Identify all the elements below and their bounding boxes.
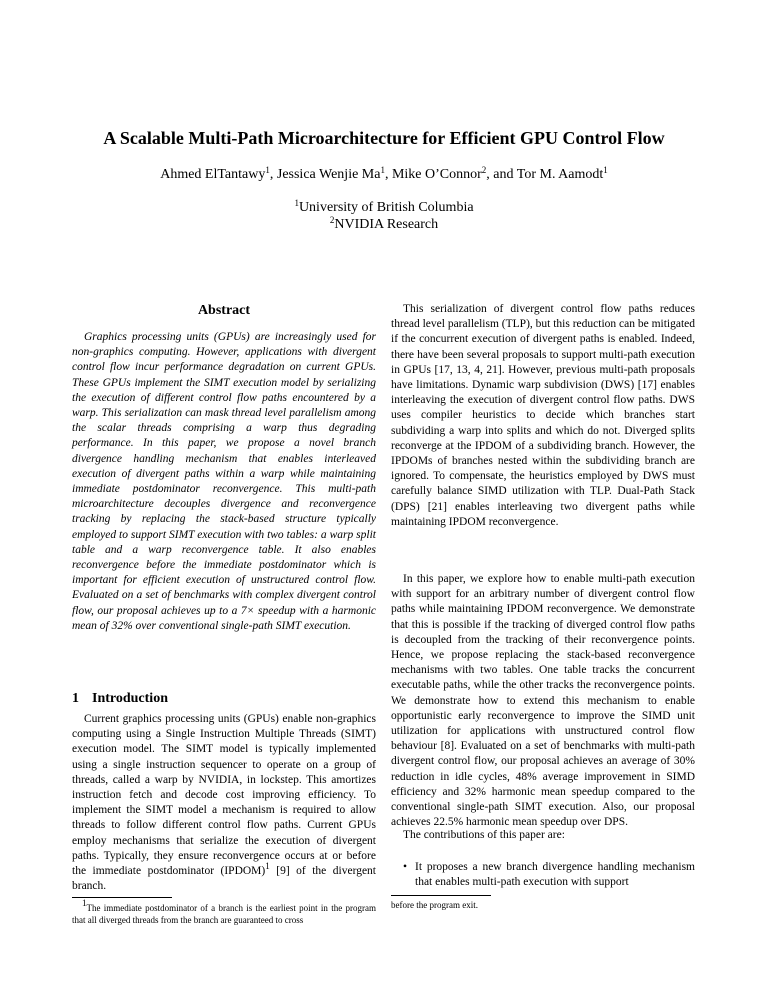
paper-title: A Scalable Multi-Path Microarchitecture for Efficient GPU Control Flow: [103, 128, 665, 148]
body-paragraph: In this paper, we explore how to enable multi-path execution with support for an arbitrary number of divergent control flow paths while maintaining IPDOM reconvergence. We demonstrate that this is possible if the tracking of diverged control flow paths is decoupled from the tracking of their reconvergence points. Hence, we propose replacing the stack-based reconvergence mechanisms with two tables. One table tracks the concurrent executable paths, while the other tracks the reconvergence points. We demonstrate how to extend this mechanism to enable opportunistic early reconvergence to improve the SIMD unit utilization for applications with unstructured control flow behaviour [8]. Evaluated on a set of benchmarks with multi-path divergent control flow, our proposal achieves an average of 30% reduction in idle cycles, 48% average improvement in SIMD efficiency and 32% harmonic mean speedup compared to the conventional single-path SIMT execution. Also, our proposal achieves 22.5% harmonic mean speedup over DPS.: [391, 573, 695, 829]
intro-text-end: [9] of the divergent branch.: [72, 865, 376, 893]
intro-paragraph: [72, 712, 376, 894]
footnote-mark: 1: [82, 898, 87, 908]
author-name: Tor M. Aamodt: [516, 167, 604, 182]
author-affil-mark: 2: [481, 165, 487, 175]
author-separator: ,: [269, 167, 277, 182]
affiliation-mark: 2: [329, 215, 335, 225]
section-heading: [72, 690, 376, 708]
footnote-divider: [391, 895, 491, 896]
body-paragraph: The contributions of this paper are:: [403, 829, 565, 841]
bullet-text: It proposes a new branch divergence handling mechanism that enables multi-path execution with support: [415, 861, 695, 889]
intro-text: Current graphics processing units (GPUs) enable non-graphics computing using a Single Instruction Multiple Threads (SIMT) execution model. The SIMT model is typically implemented using a single instruction sequencer to operate on a group of threads, called a warp by NVIDIA, in lockstep. This amortizes instruction fetch and decode cost improving efficiency. To implement the SIMT model a mechanism is required to allow threads to follow different control flow paths. Current GPUs employ mechanisms that serialize the execution of divergent paths. Typically, they ensure reconvergence occurs at or before the immediate postdominator (IPDOM): [72, 713, 376, 878]
affiliation-name: University of British Columbia: [298, 200, 474, 215]
affiliation-mark: 1: [294, 198, 299, 208]
contribution-bullet: [403, 860, 695, 890]
author-separator: ,: [384, 167, 392, 182]
section-number: 1: [72, 691, 79, 706]
affiliation: [0, 216, 768, 234]
author-affil-mark: 1: [380, 165, 385, 175]
section-title: Introduction: [92, 691, 168, 706]
author-separator: , and: [486, 167, 517, 182]
author-list: [0, 166, 768, 184]
author-affil-mark: 1: [603, 165, 608, 175]
affiliation-name: NVIDIA Research: [334, 217, 439, 232]
author-name: Jessica Wenjie Ma: [276, 167, 381, 182]
affiliation: [0, 199, 768, 217]
author-affil-mark: 1: [265, 165, 270, 175]
body-paragraph: This serialization of divergent control flow paths reduces thread level parallelism (TLP), but this reduction can be mitigated if the concurrent execution of divergent paths is enabled. Indeed, there have been several proposals to support multi-path execution in GPUs [17, 13, 4, 21]. However, previous multi-path proposals have limitations. Dynamic warp subdivision (DWS) [17] enables interleaving the execution of divergent control flow paths. DWS uses compiler heuristics to decide which branches start subdividing a warp into splits and which do not. Diverged splits reconverge at the IPDOM of a subdividing branch. However, the IPDOMs of branches nested within the subdividing branch are ignored. To compensate, the heuristics employed by DWS must carefully balance SIMD utilization with TLP. Dual-Path Stack (DPS) [21] enables interleaving two divergent paths while maintaining IPDOM reconvergence.: [391, 303, 696, 528]
bullet-icon: •: [403, 861, 408, 873]
footnote-ref: 1: [265, 861, 270, 872]
abstract-heading: Abstract: [197, 303, 251, 318]
footnote-divider: [72, 897, 172, 898]
footnote: [72, 898, 376, 926]
footnote-continuation: before the program exit.: [391, 900, 478, 910]
author-name: Mike O’Connor: [391, 167, 482, 182]
author-name: Ahmed ElTantawy: [160, 167, 266, 182]
footnote-text: The immediate postdominator of a branch is the earliest point in the program that all diverged threads from the branch are guaranteed to cross: [72, 903, 376, 925]
abstract-text: Graphics processing units (GPUs) are increasingly used for non-graphics computing. However, applications with divergent control flow incur performance degradation on current GPUs. These GPUs implement the SIMT execution model by serializing the execution of different control flow paths encountered by a warp. This serialization can mask thread level parallelism among the scalar threads comprising a warp thus degrading performance. In this paper, we propose a novel branch divergence handling mechanism that enables interleaved execution of divergent paths within a warp while maintaining immediate postdominator reconvergence. This multi-path microarchitecture decouples divergence and reconvergence tracking by replacing the stack-based structure typically employed to support SIMT execution with two tables: a warp split table and a warp reconvergence table. It also enables reconvergence before the immediate postdominator which is important for efficient execution of unstructured control flow. Evaluated on a set of benchmarks with complex divergent control flow, our proposal achieves up to a 7× speedup with a harmonic mean of 32% over conventional single-path SIMT execution.: [72, 331, 376, 632]
